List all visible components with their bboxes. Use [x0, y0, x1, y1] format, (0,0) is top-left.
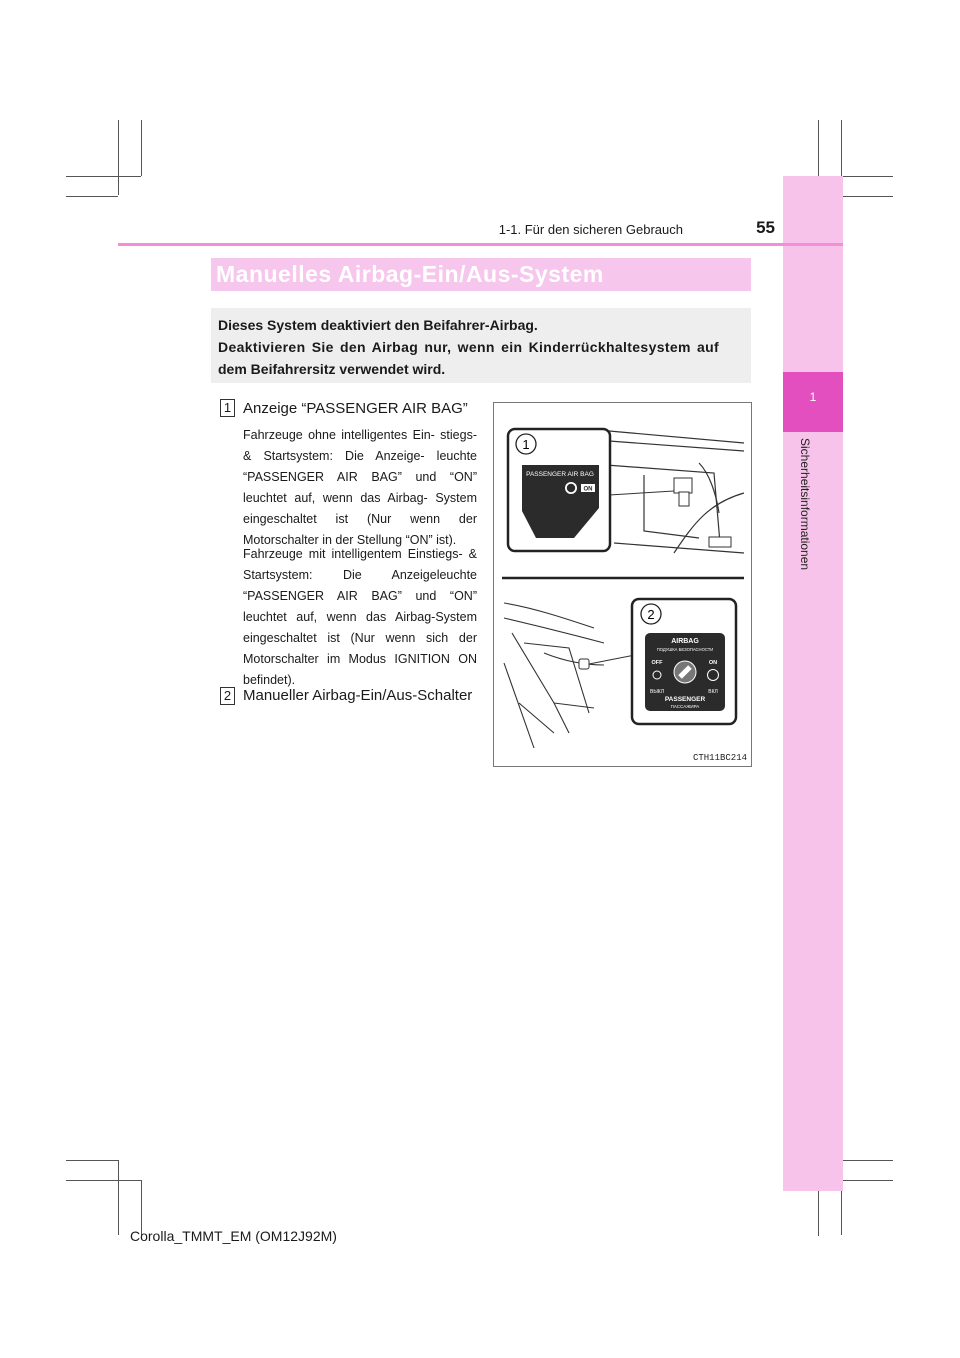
switch-on-label: ON [708, 660, 718, 666]
item-number-1: 1 [220, 399, 235, 417]
switch-on-ru-label: ВКЛ [708, 689, 718, 695]
figure-code: CTH11BC214 [692, 753, 747, 763]
chapter-label: Sicherheitsinformationen [798, 438, 812, 571]
page-title: Manuelles Airbag-Ein/Aus-System [216, 261, 604, 287]
item-1-paragraph-2: Fahrzeuge mit intelligentem Einstiegs- & Startsystem: Die Anzeigeleuchte “PASSENGER AIR BAG” und “ON” leuchtet auf, wenn das Airbag-System eingeschaltet ist (Nur wenn sich der Motorschalter im Modus IGNITION ON befindet). [243, 547, 477, 687]
callout-2-label: 2 [647, 607, 655, 622]
item-1-paragraph-1: Fahrzeuge ohne intelligentes Ein- stiegs- & Startsystem: Die Anzeige- leuchte “PASSENGER AIR BAG” und “ON” leuchtet auf, wenn das Airbag- System eingeschaltet ist (Nur wenn der Motorschalter in der Stellung “ON” ist). [243, 428, 477, 547]
page-number: 55 [756, 218, 775, 237]
indicator-label: PASSENGER AIR BAG [526, 471, 594, 478]
footer-model: Corolla_TMMT_EM (OM12J92M) [130, 1228, 337, 1244]
airbag-illustration [494, 403, 751, 766]
intro-line-2: Deaktivieren Sie den Airbag nur, wenn ein Kinderrückhaltesystem auf [218, 339, 720, 355]
switch-bottom-label: PASSENGER [664, 696, 706, 703]
item-title-2: Manueller Airbag-Ein/Aus-Schalter [243, 687, 473, 704]
item-number-2: 2 [220, 687, 235, 705]
item-title-1: Anzeige “PASSENGER AIR BAG” [243, 400, 468, 417]
callout-1-label: 1 [522, 437, 530, 452]
intro-box [211, 308, 751, 383]
header-rule [118, 243, 843, 246]
indicator-on-label: ON [583, 486, 593, 493]
chapter-number: 1 [809, 390, 817, 404]
switch-top-ru-label: ПОДУШКА БЕЗОПАСНОСТИ [656, 647, 714, 652]
switch-bottom-ru-label: ПАССАЖИРА [670, 704, 700, 709]
section-heading: 1-1. Für den sicheren Gebrauch [498, 222, 683, 237]
chapter-tab-strip [783, 176, 843, 1191]
switch-off-ru-label: ВЫКЛ [650, 689, 664, 695]
intro-line-3: dem Beifahrersitz verwendet wird. [218, 361, 446, 377]
intro-line-1: Dieses System deaktiviert den Beifahrer-Airbag. [218, 317, 538, 333]
switch-off-label: OFF [651, 660, 663, 666]
page-title-band [211, 258, 751, 291]
switch-top-label: AIRBAG [671, 638, 699, 645]
airbag-figure [493, 402, 752, 767]
